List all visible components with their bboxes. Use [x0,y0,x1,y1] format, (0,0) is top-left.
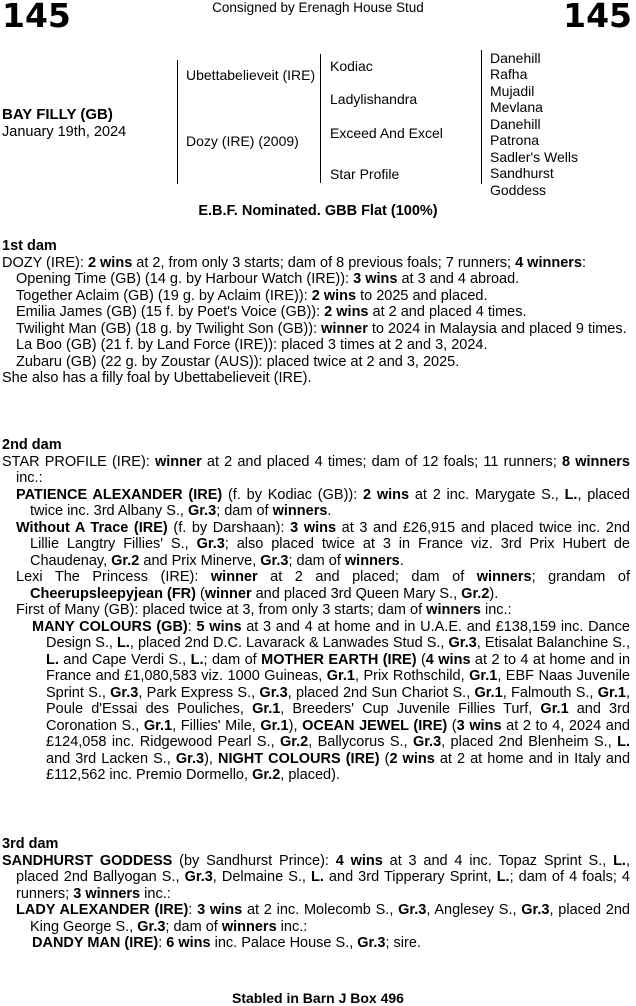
produce-item: La Boo (GB) (21 f. by Land Force (IRE)): placed 3 times at 2 and 3, 2024. [16,337,488,353]
third-dam-heading: 3rd dam [2,836,59,852]
pedigree-gen4-7: Sadler's Wells [490,149,578,165]
pedigree-gen4-2: Rafha [490,66,528,82]
pedigree-sire-dam: Ladylishandra [330,91,418,107]
consignor: Consigned by Erenagh House Stud [212,0,424,15]
pedigree-gen4-8: Sandhurst Goddess [490,165,554,198]
pedigree-gen4-3: Mujadil [490,83,535,99]
second-dam-heading: 2nd dam [2,437,62,453]
produce-item: LADY ALEXANDER (IRE): 3 wins at 2 inc. Molecomb S., Gr.3, Anglesey S., Gr.3, placed 2nd King George S., Gr.3; dam of winners inc.: [16,902,630,935]
produce-item: Zubaru (GB) (22 g. by Zoustar (AUS)): placed twice at 2 and 3, 2025. [16,353,460,370]
third-dam-entry: SANDHURST GODDESS (by Sandhurst Prince): 4 wins at 3 and 4 inc. Topaz Sprint S., L., placed 2nd Ballyogan S., Gr.3, Delmaine S., L. and 3rd Tipperary Sprint, L.; dam of 4 foals; 4 runners; 3 winners inc.: [2,852,630,902]
pedigree-sire: Ubettabelieveit (IRE) [186,67,316,83]
third-dam-section [2,836,630,952]
pedigree-gen4-1: Danehill [490,50,541,66]
produce-item: Emilia James (GB) (15 f. by Poet's Voice (GB)): 2 wins at 2 and placed 4 times. [16,304,527,320]
pedigree-dam-sire: Exceed And Excel [330,125,443,141]
first-dam-entry: DOZY (IRE): 2 wins at 2, from only 3 starts; dam of 8 previous foals; 7 runners; 4 winners: [2,254,587,271]
produce-subitem: DANDY MAN (IRE): 6 wins inc. Palace House S., Gr.3; sire. [32,935,421,951]
pedigree-bracket-2 [320,54,321,183]
nomination: E.B.F. Nominated. GBB Flat (100%) [198,203,438,219]
produce-item: PATIENCE ALEXANDER (IRE) (f. by Kodiac (GB)): 2 wins at 2 inc. Marygate S., L., placed twice inc. 3rd Albany S., Gr.3; dam of winners. [16,486,630,519]
pedigree-dam: Dozy (IRE) (2009) [186,133,299,149]
stabled-footer: Stabled in Barn J Box 496 [232,990,404,1006]
produce-item: Without A Trace (IRE) (f. by Darshaan): 3 wins at 3 and £26,915 and placed twice inc. 2nd Lillie Langtry Fillies' S., Gr.3; also placed twice at 3 in France viz. 3rd Prix Hubert de Chaudenay, Gr.2 and Prix Minerve, Gr.3; dam of winners. [16,519,631,569]
produce-item: First of Many (GB): placed twice at 3, from only 3 starts; dam of winners inc.: [16,602,512,618]
pedigree-gen4-5: Danehill [490,116,541,132]
first-dam-section [2,238,630,387]
pedigree-gen4-6: Patrona [490,132,540,148]
second-dam-section [2,437,630,784]
produce-item: Opening Time (GB) (14 g. by Harbour Watch (IRE)): 3 wins at 3 and 4 abroad. [16,271,520,287]
produce-subitem: MANY COLOURS (GB): 5 wins at 3 and 4 at home and in U.A.E. and £138,159 inc. Dance Design S., L., placed 2nd D.C. Lavarack & Lanwades Stud S., Gr.3, Etisalat Balanchine S., L. and Cape Verdi S., L.; dam of MOTHER EARTH (IRE) (4 wins at 2 to 4 at home and in France and £1,080,583 viz. 1000 Guineas, Gr.1, Prix Rothschild, Gr.1, EBF Naas Juvenile Sprint S., Gr.3, Park Express S., Gr.3, placed 2nd Sun Chariot S., Gr.1, Falmouth S., Gr.1, Poule d'Essai des Pouliches, Gr.1, Breeders' Cup Juvenile Fillies Turf, Gr.1 and 3rd Coronation S., Gr.1, Fillies' Mile, Gr.1), OCEAN JEWEL (IRE) (3 wins at 2 to 4, 2024 and £124,058 inc. Ridgewood Pearl S., Gr.2, Ballycorus S., Gr.3, placed 2nd Blenheim S., L. and 3rd Lacken S., Gr.3), NIGHT COLOURS (IRE) (2 wins at 2 at home and in Italy and £112,562 inc. Premio Dormello, Gr.2, placed). [32,618,631,783]
horse-foaled: January 19th, 2024 [2,124,127,140]
horse-description: BAY FILLY (GB) [2,106,113,123]
second-dam-entry: STAR PROFILE (IRE): winner at 2 and placed 4 times; dam of 12 foals; 11 runners; 8 winners inc.: [2,453,630,486]
produce-item: Lexi The Princess (IRE): winner at 2 and placed; dam of winners; grandam of Cheerupsleepyjean (FR) (winner and placed 3rd Queen Mary S., Gr.2). [16,569,630,602]
produce-item: Together Aclaim (GB) (19 g. by Aclaim (IRE)): 2 wins to 2025 and placed. [16,287,488,304]
pedigree-sire-sire: Kodiac [330,58,373,74]
first-dam-heading: 1st dam [2,238,57,254]
produce-note: She also has a filly foal by Ubettabelieveit (IRE). [2,370,312,386]
produce-item: Twilight Man (GB) (18 g. by Twilight Son (GB)): winner to 2024 in Malaysia and placed 9 times. [16,320,627,337]
pedigree-bracket-3 [481,50,482,184]
pedigree-dam-dam: Star Profile [330,166,400,182]
lot-number-right: 145 [563,0,632,35]
pedigree-bracket-1 [177,60,178,184]
lot-number-left: 145 [2,0,71,35]
pedigree-gen4-4: Mevlana [490,99,543,115]
